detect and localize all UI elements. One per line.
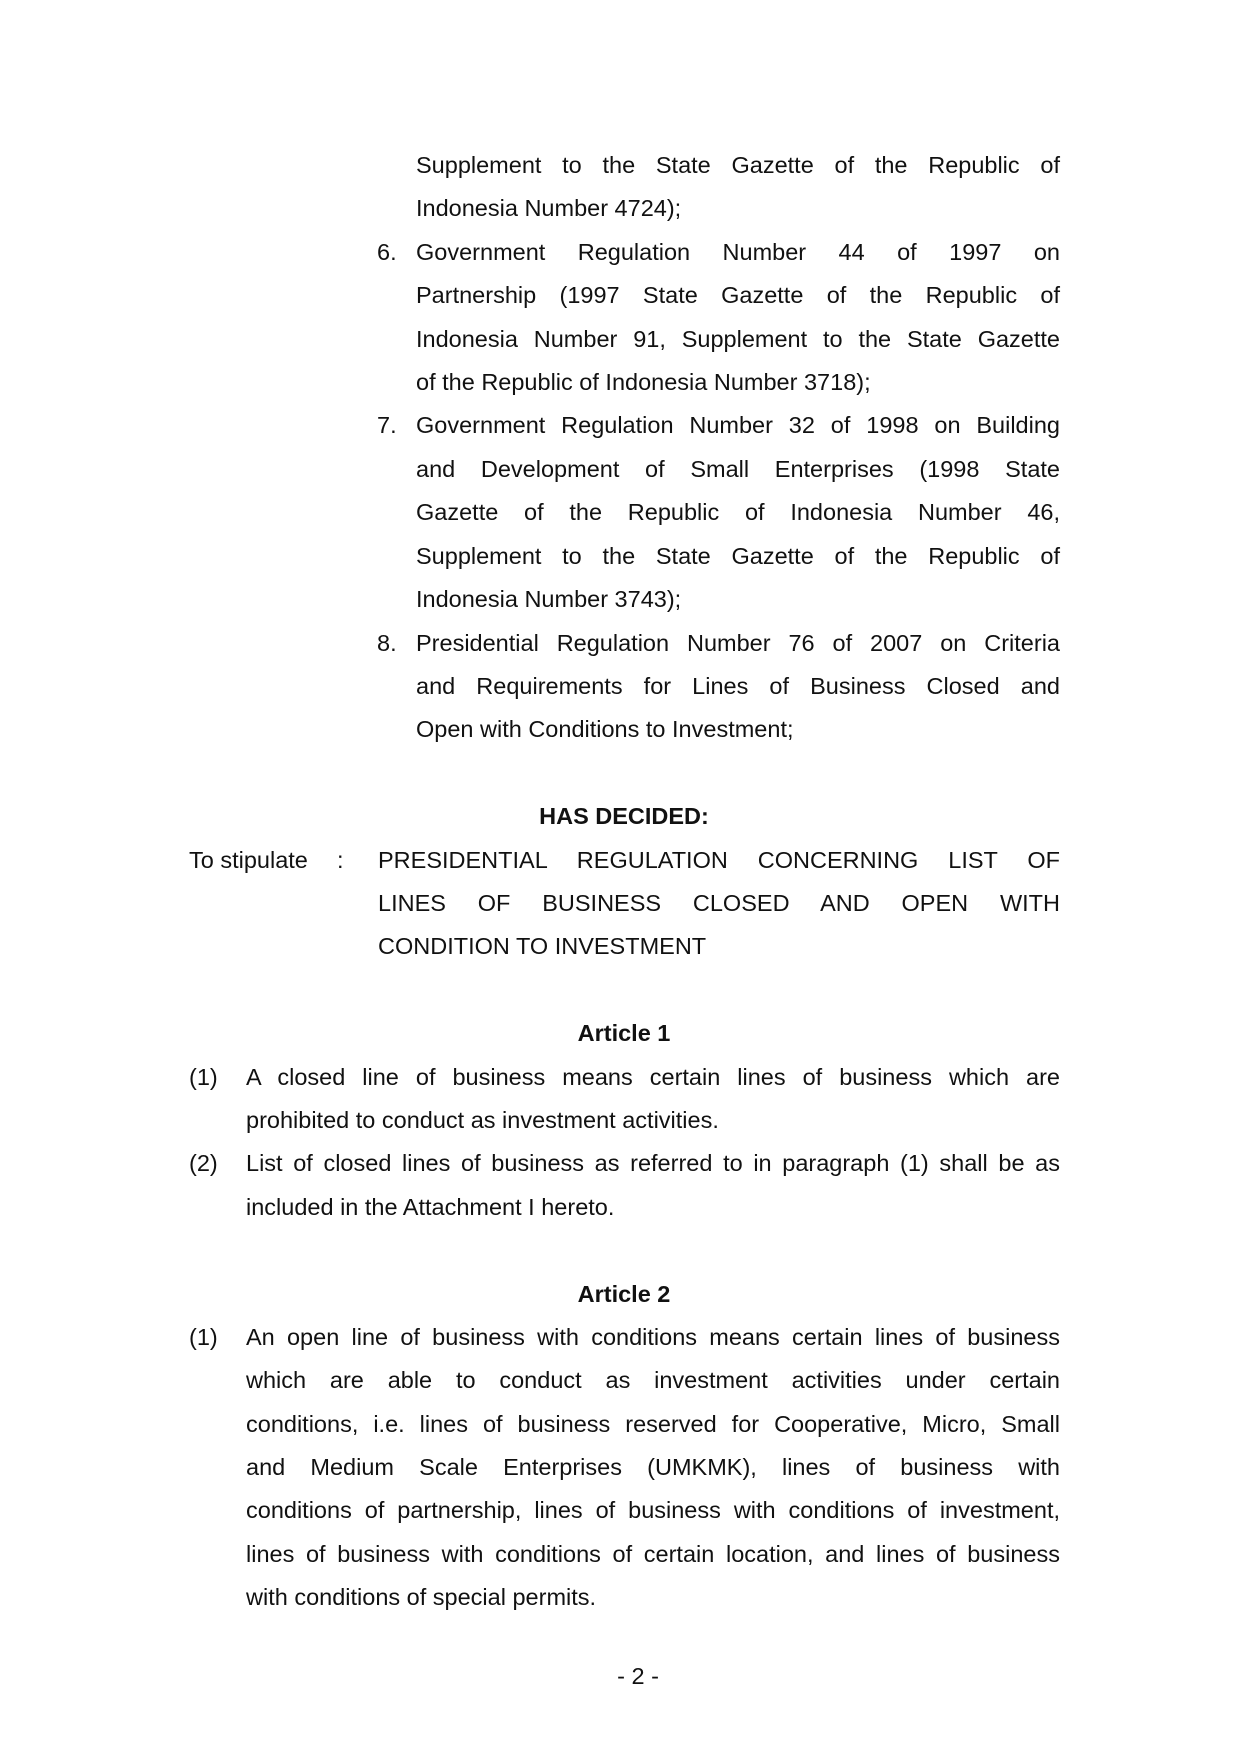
paragraph-line: An open line of business with conditions means certain lines of business xyxy=(246,1324,1060,1350)
paragraph-line: conditions, i.e. lines of business reserved for Cooperative, Micro, Small xyxy=(246,1411,1060,1437)
article-title: Article 1 xyxy=(577,1020,671,1046)
list-item-line: and Development of Small Enterprises (1998 State xyxy=(416,456,1060,482)
list-item-line: Supplement to the State Gazette of the Republic of xyxy=(416,543,1060,569)
decision-heading: HAS DECIDED: xyxy=(539,803,709,829)
list-item-line: Presidential Regulation Number 76 of 2007 on Criteria xyxy=(416,630,1060,656)
list-item-line: Indonesia Number 91, Supplement to the State Gazette xyxy=(416,326,1060,352)
paragraph-number: (2) xyxy=(189,1150,218,1176)
paragraph-number: (1) xyxy=(189,1064,218,1090)
stipulate-line: LINES OF BUSINESS CLOSED AND OPEN WITH xyxy=(378,890,1060,916)
list-item-line: Gazette of the Republic of Indonesia Number 46, xyxy=(416,499,1060,525)
list-item-line: and Requirements for Lines of Business Closed and xyxy=(416,673,1060,699)
page-number: - 2 - xyxy=(617,1663,659,1689)
stipulate-colon: : xyxy=(337,847,344,873)
continuation-line: Indonesia Number 4724); xyxy=(416,195,682,221)
list-item-line: of the Republic of Indonesia Number 3718); xyxy=(416,369,871,395)
paragraph-number: (1) xyxy=(189,1324,218,1350)
paragraph-line: included in the Attachment I hereto. xyxy=(246,1194,615,1220)
list-item-line: Partnership (1997 State Gazette of the Republic of xyxy=(416,282,1060,308)
paragraph-line: lines of business with conditions of certain location, and lines of business xyxy=(246,1541,1060,1567)
list-item-line: Government Regulation Number 32 of 1998 on Building xyxy=(416,412,1060,438)
paragraph-line: A closed line of business means certain lines of business which are xyxy=(246,1064,1060,1090)
continuation-line: Supplement to the State Gazette of the Republic of xyxy=(416,152,1060,178)
list-item-line: Government Regulation Number 44 of 1997 on xyxy=(416,239,1060,265)
list-item-line: Open with Conditions to Investment; xyxy=(416,716,794,742)
stipulate-label: To stipulate xyxy=(189,847,308,873)
paragraph-line: conditions of partnership, lines of business with conditions of investment, xyxy=(246,1497,1060,1523)
paragraph-line: and Medium Scale Enterprises (UMKMK), lines of business with xyxy=(246,1454,1060,1480)
stipulate-line: PRESIDENTIAL REGULATION CONCERNING LIST OF xyxy=(378,847,1060,873)
paragraph-line: with conditions of special permits. xyxy=(246,1584,597,1610)
paragraph-line: List of closed lines of business as referred to in paragraph (1) shall be as xyxy=(246,1150,1060,1176)
list-item-number: 7. xyxy=(377,412,397,438)
list-item-number: 6. xyxy=(377,239,397,265)
stipulate-line: CONDITION TO INVESTMENT xyxy=(378,933,707,959)
paragraph-line: prohibited to conduct as investment activities. xyxy=(246,1107,719,1133)
list-item-line: Indonesia Number 3743); xyxy=(416,586,682,612)
article-title: Article 2 xyxy=(577,1281,671,1307)
list-item-number: 8. xyxy=(377,630,397,656)
paragraph-line: which are able to conduct as investment activities under certain xyxy=(246,1367,1060,1393)
